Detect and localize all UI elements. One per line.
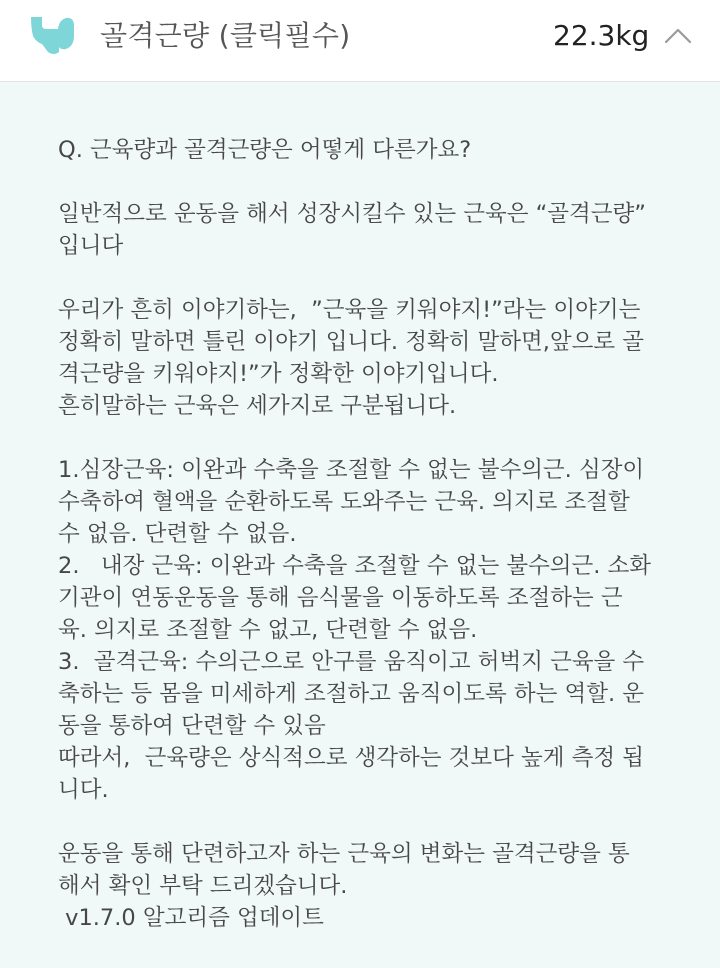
chevron-up-icon <box>660 20 696 52</box>
text-line: 축하는 등 몸을 미세하게 조절하고 움직이도록 하는 역할. 운 <box>58 681 645 707</box>
text-line: 동을 통하여 단련할 수 있음 <box>58 713 326 739</box>
muscle-arm-icon <box>28 12 76 60</box>
text-line: 일반적으로 운동을 해서 성장시킬수 있는 근육은 “골격근량” <box>58 201 646 227</box>
metric-value: 22.3kg <box>553 19 650 52</box>
metric-title: 골격근량 (클릭필수) <box>100 19 351 52</box>
text-line: 따라서, 근육량은 상식적으로 생각하는 것보다 높게 측정 됩 <box>58 745 645 771</box>
header[interactable] <box>0 0 720 82</box>
text-line: 정확히 말하면 틀린 이야기 입니다. 정확히 말하면,앞으로 골 <box>58 329 645 355</box>
question <box>58 134 670 166</box>
text-line: 육. 의지로 조절할 수 없고, 단련할 수 없음. <box>58 617 478 643</box>
text-line: 우리가 흔히 이야기하는, ”근육을 키워야지!”라는 이야기는 <box>58 297 641 323</box>
collapse-button[interactable] <box>660 20 696 52</box>
explanation-paragraph <box>58 294 670 422</box>
text-line: 니다. <box>58 777 109 803</box>
text-line: 입니다 <box>58 233 124 259</box>
closing-paragraph <box>58 838 670 934</box>
text-line: 기관이 연동운동을 통해 음식물을 이동하도록 조절하는 근 <box>58 585 623 611</box>
text-line: 3. 골격근육: 수의근으로 안구를 움직이고 허벅지 근육을 수 <box>58 649 645 675</box>
text-line: 2. 내장 근육: 이완과 수축을 조절할 수 없는 불수의근. 소화 <box>58 553 652 579</box>
text-line: 흔히말하는 근육은 세가지로 구분됩니다. <box>58 393 457 419</box>
text-line: 1.심장근육: 이완과 수축을 조절할 수 없는 불수의근. 심장이 <box>58 457 645 483</box>
muscle-types-paragraph <box>58 454 670 806</box>
text-line: Q. 근육량과 골격근량은 어떻게 다른가요? <box>58 137 472 163</box>
intro-paragraph <box>58 198 670 262</box>
text-line: 격근량을 키워야지!”가 정확한 이야기입니다. <box>58 361 499 387</box>
text-line: 수 없음. 단련할 수 없음. <box>58 521 297 547</box>
text-line: 해서 확인 부탁 드리겠습니다. <box>58 873 348 899</box>
version-note: v1.7.0 알고리즘 업데이트 <box>58 905 324 931</box>
text-line: 운동을 통해 단련하고자 하는 근육의 변화는 골격근량을 통 <box>58 841 630 867</box>
description-panel <box>58 134 670 934</box>
text-line: 수축하여 혈액을 순환하도록 도와주는 근육. 의지로 조절할 <box>58 489 630 515</box>
